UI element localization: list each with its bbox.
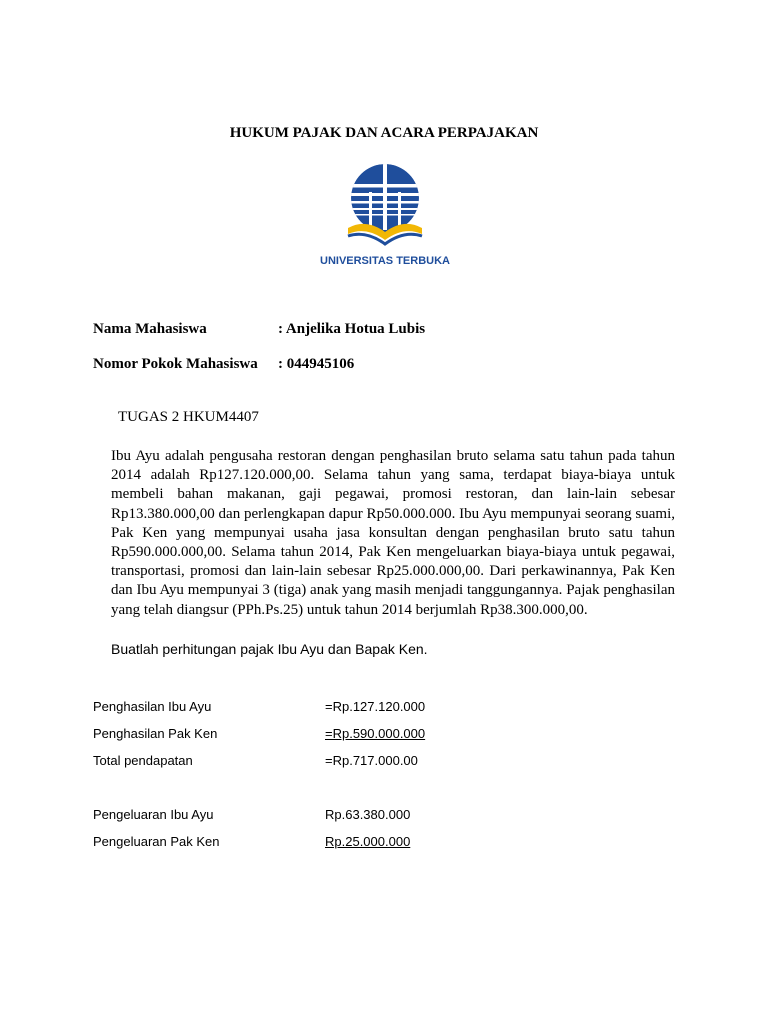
calc-label: Pengeluaran Pak Ken [93, 834, 220, 849]
calc-value: Rp.25.000.000 [325, 834, 411, 849]
case-paragraph: Ibu Ayu adalah pengusaha restoran dengan penghasilan bruto selama satu tahun pada tahun 2014 adalah Rp127.120.000,00. Selama tahun yang sama, terdapat biaya-biaya untuk membeli bahan makanan, gaji pegawai, promosi restoran, dan lain-lain sebesar Rp13.380.000,00 dan perlengkapan dapur Rp50.000.000. Ibu Ayu mempunyai seorang suami, Pak Ken yang mempunyai usaha jasa konsultan dengan penghasilan bruto satu tahun Rp590.000.000,00. Selama tahun 2014, Pak Ken mengeluarkan biaya-biaya untuk pegawai, transportasi, promosi dan lain-lain sebesar Rp25.000.000,00. Dari perkawinannya, Pak Ken dan Ibu Ayu mempunyai 3 (tiga) anak yang masih menjadi tanggungannya. Pajak penghasilan yang telah diangsur (PPh.Ps.25) untuk tahun 2014 berjumlah Rp38.300.000,00. [111, 448, 675, 618]
student-name-label: Nama Mahasiswa [93, 321, 207, 337]
student-npm-label: Nomor Pokok Mahasiswa [93, 356, 258, 372]
universitas-terbuka-logo [310, 160, 460, 270]
calc-value: =Rp.590.000.000 [325, 726, 426, 741]
calc-value: =Rp.717.000.00 [325, 753, 418, 768]
calc-label: Penghasilan Ibu Ayu [93, 699, 212, 714]
calc-label: Penghasilan Pak Ken [93, 726, 218, 741]
logo-text: UNIVERSITAS TERBUKA [320, 255, 450, 267]
calc-label: Total pendapatan [93, 753, 193, 768]
calc-label: Pengeluaran Ibu Ayu [93, 807, 214, 822]
assignment-heading: TUGAS 2 HKUM4407 [118, 409, 259, 425]
student-npm-value: : 044945106 [278, 356, 355, 372]
document-title: HUKUM PAJAK DAN ACARA PERPAJAKAN [229, 125, 539, 141]
instruction-text: Buatlah perhitungan pajak Ibu Ayu dan Bapak Ken. [111, 641, 428, 657]
calc-value: =Rp.127.120.000 [325, 699, 426, 714]
calc-value: Rp.63.380.000 [325, 807, 411, 822]
student-npm-row [93, 356, 354, 373]
student-name-row [93, 321, 425, 338]
student-name-value: : Anjelika Hotua Lubis [278, 321, 426, 337]
